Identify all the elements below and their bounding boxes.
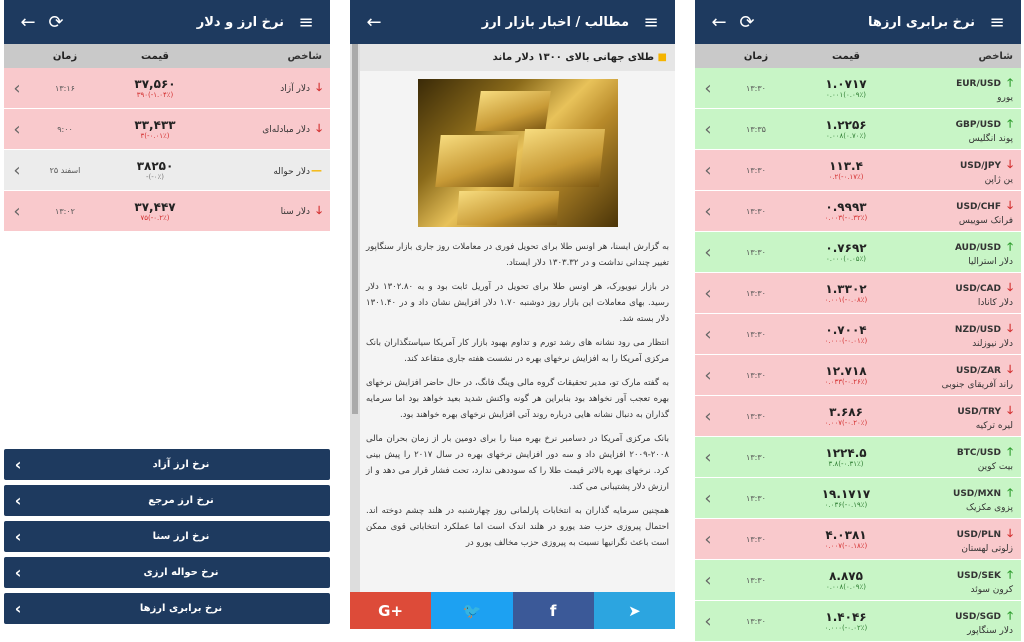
row-time: ۱۳:۱۶ [55, 83, 75, 93]
article-paragraph: در بازار نیویورک، هر اونس طلا برای تحویل در آوریل ثابت بود و به ۱۳۰۲.۸۰ دلار رسید. بهای معاملات این بازار روز دوشنبه ۱.۷۰ دلار افزایش نشان داد و در ۱۳۰۱.۴۰ دلار بسته شد. [366, 282, 669, 324]
row-price: ۱۲.۷۱۸ [825, 364, 867, 378]
cross-rates-panel [695, 0, 1021, 636]
table-row[interactable] [4, 191, 330, 232]
chevron-left-icon[interactable]: ‹ [13, 77, 21, 99]
row-name: راند آفریقای جنوبی [941, 379, 1013, 390]
trend-up-icon: 🡑 [1007, 608, 1013, 622]
row-price: ۱.۰۷۱۷ [825, 77, 867, 91]
row-time: ۱۳:۳۰ [746, 534, 766, 544]
row-symbol: USD/TRY [957, 406, 1001, 417]
article-headline [360, 44, 675, 71]
row-name-cell [210, 202, 330, 221]
chevron-left-icon[interactable]: ‹ [704, 364, 712, 386]
row-symbol: AUD/USD [954, 242, 1001, 253]
row-time: ۱۳:۳۵ [746, 124, 766, 134]
row-price-cell [791, 241, 901, 263]
chevron-left-icon[interactable]: ‹ [13, 200, 21, 222]
trend-down-icon: 🡓 [316, 121, 322, 135]
row-time: ۱۳:۳۰ [746, 575, 766, 585]
table-row[interactable] [4, 150, 330, 191]
trend-down-icon: 🡓 [1007, 362, 1013, 376]
row-price-cell [791, 528, 901, 550]
row-name: فرانک سوییس [958, 215, 1013, 226]
menu-button[interactable] [4, 593, 330, 624]
row-price: ۱۱۳.۴ [829, 159, 863, 173]
chevron-left-icon[interactable]: ‹ [704, 487, 712, 509]
chevron-left-icon[interactable]: ‹ [704, 528, 712, 550]
row-change: ۳.۸(-۰.۳۱٪) [828, 460, 864, 468]
scrollbar[interactable] [350, 44, 360, 592]
row-change: ۰.۰۰۷(-۰.۲۰٪) [824, 419, 868, 427]
article [360, 44, 675, 592]
row-name-cell [901, 197, 1021, 226]
menu-button-label: نرخ حواله ارزی [143, 567, 219, 578]
row-symbol-line [901, 443, 1013, 462]
trend-up-icon: 🡑 [1007, 485, 1013, 499]
app-header [4, 0, 330, 44]
row-name: دلار مبادله‌ای [262, 124, 310, 135]
trend-down-icon: 🡓 [1007, 198, 1013, 212]
row-name: دلار آزاد [280, 83, 310, 94]
trend-up-icon: 🡑 [1007, 444, 1013, 458]
table-header [695, 44, 1021, 68]
table-row[interactable] [695, 560, 1021, 601]
row-name: پوند انگلیس [968, 133, 1013, 144]
row-change: ۰.۲(-۰.۱۷٪) [828, 173, 864, 181]
row-name: بیت کوین [977, 461, 1013, 472]
row-symbol: EUR/USD [956, 78, 1001, 89]
chevron-left-icon[interactable]: ‹ [704, 241, 712, 263]
trend-up-icon: 🡑 [1007, 116, 1013, 130]
row-name: زلوتی لهستان [961, 543, 1013, 554]
chevron-left-icon: ‹ [14, 527, 22, 546]
trend-up-icon: 🡑 [1007, 75, 1013, 89]
row-price-cell [100, 159, 210, 181]
row-symbol-line [901, 74, 1013, 93]
chevron-left-icon[interactable]: ‹ [704, 610, 712, 632]
row-price-cell [791, 118, 901, 140]
row-symbol: USD/ZAR [956, 365, 1001, 376]
row-name-cell [901, 156, 1021, 185]
row-price: ۳۳,۴۳۳ [134, 118, 176, 132]
chevron-left-icon[interactable]: ‹ [704, 159, 712, 181]
article-paragraph: به گفته مارک تو، مدیر تحقیقات گروه مالی وینگ فانگ، در حال حاضر افزایش نرخهای بهره تعجب آور نخواهد بود بنابراین هر گونه واکنش شدید بعید خواهد بود اما سرمایه گذاران به دنبال نشانه هایی درباره روند آتی افزایش نرخهای بهره خواهند بود. [366, 378, 669, 420]
table-row[interactable] [695, 273, 1021, 314]
trend-down-icon: 🡓 [1007, 321, 1013, 335]
row-price: ۴.۰۳۸۱ [825, 528, 867, 542]
row-change: ۰.۰۰۷(-۰.۱۸٪) [824, 542, 868, 550]
share-bar [350, 592, 675, 629]
table-row[interactable] [695, 601, 1021, 642]
rates-list [4, 68, 330, 232]
trend-down-icon: 🡓 [1007, 157, 1013, 171]
row-price-cell [791, 323, 901, 345]
row-price-cell [100, 118, 210, 140]
rate-menu [4, 444, 330, 624]
row-time: ۲۵ اسفند [49, 165, 81, 175]
news-panel [350, 0, 675, 629]
col-time: زمان [743, 50, 769, 62]
app-header [695, 0, 1021, 44]
scrollbar-thumb[interactable] [352, 44, 358, 414]
table-row[interactable] [4, 68, 330, 109]
menu-button-label: نرخ ارز سنا [152, 531, 210, 542]
row-price: ۳۸۲۵۰ [136, 159, 174, 173]
refresh-icon[interactable]: ⟳ [48, 11, 64, 33]
row-symbol-line [901, 115, 1013, 134]
row-price: ۱۲۲۴.۵ [825, 446, 867, 460]
row-symbol-line [901, 607, 1013, 626]
row-symbol: NZD/USD [954, 324, 1001, 335]
row-time: ۱۳:۳۰ [746, 83, 766, 93]
row-name: دلار حواله [273, 166, 310, 177]
row-name-cell [901, 566, 1021, 595]
trend-down-icon: 🡓 [1007, 280, 1013, 294]
facebook-share-button[interactable]: f [513, 592, 594, 629]
table-row[interactable] [695, 109, 1021, 150]
row-time: ۱۳:۳۰ [746, 616, 766, 626]
row-name-cell [210, 79, 330, 98]
table-row[interactable] [695, 191, 1021, 232]
chevron-left-icon[interactable]: ‹ [13, 159, 21, 181]
row-name: دلار سنا [280, 206, 310, 217]
table-row[interactable] [695, 232, 1021, 273]
chevron-left-icon: ‹ [14, 455, 22, 474]
row-name-cell [901, 279, 1021, 308]
row-name-cell [901, 607, 1021, 636]
back-arrow-icon[interactable]: ← [711, 11, 727, 33]
chevron-left-icon: ‹ [14, 599, 22, 618]
row-price-cell [791, 405, 901, 427]
cross-rates-list [695, 68, 1021, 642]
table-row[interactable] [695, 355, 1021, 396]
row-time: ۱۳:۳۰ [746, 165, 766, 175]
table-row[interactable] [695, 150, 1021, 191]
row-symbol: USD/SGD [955, 611, 1001, 622]
row-price-cell [791, 364, 901, 386]
row-change: ۰.۰۰۳(-۰.۳۲٪) [824, 214, 868, 222]
row-symbol-line [901, 525, 1013, 544]
menu-button-label: نرخ ارز مرجع [148, 495, 214, 506]
row-change: ۰.۰۳۳(-۰.۲۶٪) [824, 378, 868, 386]
row-name-cell [901, 443, 1021, 472]
chevron-left-icon: ‹ [14, 491, 22, 510]
row-time: ۱۳:۳۰ [746, 247, 766, 257]
row-price: ۰.۷۶۹۲ [825, 241, 867, 255]
menu-button[interactable] [4, 521, 330, 552]
row-name-cell [901, 115, 1021, 144]
row-symbol: BTC/USD [956, 447, 1001, 458]
chevron-left-icon[interactable]: ‹ [704, 282, 712, 304]
row-price-cell [791, 569, 901, 591]
table-row[interactable] [695, 314, 1021, 355]
row-change: ۰.۰۰۰(۰.۰۵٪) [826, 255, 866, 263]
row-symbol-line [901, 484, 1013, 503]
row-time: ۱۳:۳۰ [746, 288, 766, 298]
trend-up-icon: 🡑 [1007, 239, 1013, 253]
table-row[interactable] [695, 478, 1021, 519]
row-price: ۳.۶۸۶ [829, 405, 863, 419]
row-price-cell [791, 200, 901, 222]
row-symbol: USD/MXN [953, 488, 1001, 499]
chevron-left-icon[interactable]: ‹ [704, 77, 712, 99]
row-price-cell [791, 446, 901, 468]
row-name: دلار استرالیا [968, 256, 1013, 267]
trend-down-icon: 🡓 [1007, 403, 1013, 417]
trend-up-icon: 🡑 [1007, 567, 1013, 581]
row-price: ۰.۹۹۹۳ [825, 200, 867, 214]
menu-button[interactable] [4, 449, 330, 480]
row-price: ۱.۴۰۴۶ [825, 610, 867, 624]
row-change: ۳۹۰(-۱.۰۴٪) [136, 91, 174, 99]
row-price-cell [791, 282, 901, 304]
row-price: ۸.۸۷۵ [829, 569, 863, 583]
table-header [4, 44, 330, 68]
chevron-left-icon[interactable]: ‹ [704, 446, 712, 468]
chevron-left-icon[interactable]: ‹ [704, 569, 712, 591]
row-name: یورو [997, 92, 1013, 103]
row-price-cell [791, 487, 901, 509]
row-price: ۳۷,۵۶۰ [134, 77, 176, 91]
page-title: نرخ برابری ارزها [867, 14, 975, 30]
row-time: ۹:۰۰ [57, 124, 73, 134]
menu-button[interactable] [4, 557, 330, 588]
col-time: زمان [52, 50, 78, 62]
row-price-cell [791, 77, 901, 99]
hamburger-menu-icon[interactable]: ≡ [298, 11, 314, 33]
google-plus-share-button[interactable]: G+ [350, 592, 431, 629]
row-name-cell [901, 361, 1021, 390]
row-price: ۱.۲۲۵۶ [825, 118, 867, 132]
row-name-cell [210, 120, 330, 139]
table-row[interactable] [695, 68, 1021, 109]
row-change: ۰.۰۰۰(-۰.۰۱٪) [824, 337, 868, 345]
row-price: ۰.۷۰۰۴ [825, 323, 867, 337]
twitter-share-button[interactable]: 🐦 [431, 592, 512, 629]
row-change: ۰.۰۰۰(-۰.۰۲٪) [824, 624, 868, 632]
row-change: ۰.۰۳۶(-۰.۱۹٪) [824, 501, 868, 509]
col-price: قیمت [832, 50, 860, 62]
page-title: مطالب / اخبار بازار ارز [481, 14, 629, 30]
row-symbol: USD/CHF [956, 201, 1001, 212]
trend-flat-icon: — [311, 163, 322, 177]
row-change: ۰.۰۰۱(۰.۰۹٪) [826, 91, 866, 99]
article-body [366, 239, 669, 551]
back-arrow-icon[interactable]: ← [20, 11, 36, 33]
row-symbol-line [901, 279, 1013, 298]
row-symbol-line [901, 320, 1013, 339]
article-paragraph: بانک مرکزی آمریکا در دسامبر نرخ بهره مبنا را برای دومین بار از زمان بحران مالی ۲۰۰۸-۲۰۰۹ افزایش داد و سه دور افزایش نرخهای بهره در سال ۲۰۱۷ را پیش بینی کرد. نرخهای بهره بالاتر قیمت طلا را که سوددهی ندارد، تحت فشار قرار می دهد و از ارزش دلار پشتیبانی می کند. [366, 434, 669, 492]
chevron-left-icon[interactable]: ‹ [704, 405, 712, 427]
row-change: ۰.۰۰۸(۰.۷۰٪) [826, 132, 866, 140]
chevron-left-icon[interactable]: ‹ [13, 118, 21, 140]
row-symbol-line [901, 197, 1013, 216]
rates-panel [4, 0, 330, 629]
row-price-cell [791, 610, 901, 632]
menu-button-label: نرخ ارز آزاد [152, 459, 210, 470]
row-price: ۳۷,۴۴۷ [134, 200, 176, 214]
row-change: ۰.۰۰۸(۰.۰۹٪) [826, 583, 866, 591]
back-arrow-icon[interactable]: ← [366, 11, 382, 33]
table-row[interactable] [4, 109, 330, 150]
table-row[interactable] [695, 437, 1021, 478]
chevron-left-icon[interactable]: ‹ [704, 118, 712, 140]
row-name: کرون سوئد [970, 584, 1013, 595]
row-name-cell [210, 164, 330, 177]
row-price-cell [791, 159, 901, 181]
trend-down-icon: 🡓 [316, 80, 322, 94]
row-time: ۱۳:۳۰ [746, 493, 766, 503]
row-price: ۱.۳۳۰۲ [825, 282, 867, 296]
row-change: -(-۰٪) [145, 173, 165, 181]
row-name-cell [901, 402, 1021, 431]
row-price: ۱۹.۱۷۱۷ [821, 487, 871, 501]
table-row[interactable] [695, 519, 1021, 560]
row-price-cell [100, 77, 210, 99]
row-time: ۱۳:۰۲ [55, 206, 75, 216]
trend-down-icon: 🡓 [316, 203, 322, 217]
row-price-cell [100, 200, 210, 222]
col-price: قیمت [141, 50, 169, 62]
col-name: شاخص [287, 50, 322, 62]
chevron-left-icon[interactable]: ‹ [704, 200, 712, 222]
hamburger-menu-icon[interactable]: ≡ [643, 11, 659, 33]
article-paragraph: به گزارش ایسنا، هر اونس طلا برای تحویل فوری در معاملات روز جاری بازار سنگاپور تغییر چندانی نداشت و در ۱۳۰۳.۳۲ دلار ایستاد. [366, 242, 669, 268]
article-paragraph: انتظار می رود نشانه های رشد تورم و تداوم بهبود بازار کار آمریکا سیاستگذاران بانک مرکزی آمریکا را به افزایش نرخهای بهره در نشست هفته جاری متقاعد کند. [366, 338, 669, 364]
row-name-cell [901, 525, 1021, 554]
row-name: پزوی مکزیک [965, 502, 1013, 513]
row-name: دلار نیوزلند [972, 338, 1013, 349]
menu-button[interactable] [4, 485, 330, 516]
headline-text: طلای جهانی بالای ۱۳۰۰ دلار ماند [492, 52, 655, 63]
row-name: دلار سنگاپور [967, 625, 1013, 636]
row-name: ین ژاپن [984, 174, 1013, 185]
col-name: شاخص [978, 50, 1013, 62]
row-time: ۱۳:۳۰ [746, 370, 766, 380]
row-name: لیره ترکیه [975, 420, 1013, 431]
row-symbol-line [901, 156, 1013, 175]
row-symbol: USD/SEK [956, 570, 1001, 581]
chevron-left-icon: ‹ [14, 563, 22, 582]
row-name-cell [901, 320, 1021, 349]
table-row[interactable] [695, 396, 1021, 437]
row-symbol-line [901, 238, 1013, 257]
row-time: ۱۳:۳۰ [746, 452, 766, 462]
row-time: ۱۳:۳۰ [746, 206, 766, 216]
row-time: ۱۳:۳۰ [746, 411, 766, 421]
row-name-cell [901, 484, 1021, 513]
bullet-icon: ■ [657, 52, 667, 63]
app-header [350, 0, 675, 44]
row-time: ۱۳:۳۰ [746, 329, 766, 339]
row-symbol-line [901, 566, 1013, 585]
telegram-share-button[interactable]: ➤ [594, 592, 675, 629]
row-name-cell [901, 74, 1021, 103]
row-symbol-line [901, 361, 1013, 380]
row-symbol: GBP/USD [955, 119, 1001, 130]
row-symbol-line [901, 402, 1013, 421]
row-name: دلار کانادا [977, 297, 1013, 308]
page-title: نرخ ارز و دلار [196, 14, 284, 30]
trend-down-icon: 🡓 [1007, 526, 1013, 540]
row-change: ۷۵(-۰.۲٪) [140, 214, 170, 222]
gold-bars-image [418, 79, 618, 227]
row-symbol: USD/PLN [956, 529, 1001, 540]
refresh-icon[interactable]: ⟳ [739, 11, 755, 33]
row-name-cell [901, 238, 1021, 267]
chevron-left-icon[interactable]: ‹ [704, 323, 712, 345]
row-symbol: USD/JPY [959, 160, 1001, 171]
hamburger-menu-icon[interactable]: ≡ [989, 11, 1005, 33]
article-paragraph: همچنین سرمایه گذاران به انتخابات پارلمانی روز چهارشنبه در هلند چشم دوخته اند. احتمال پیروزی حزب ضد یورو در هلند اندک است اما عملکرد انتخاباتی قوی ممکن است باعث نگرانیها نسبت به پیروزی حزب مخالف یورو در [366, 506, 669, 548]
row-symbol: USD/CAD [955, 283, 1001, 294]
row-change: ۳(-۰.۰۱٪) [140, 132, 170, 140]
menu-button-label: نرخ برابری ارزها [139, 603, 223, 614]
row-change: ۰.۰۰۱(-۰.۰۸٪) [824, 296, 868, 304]
